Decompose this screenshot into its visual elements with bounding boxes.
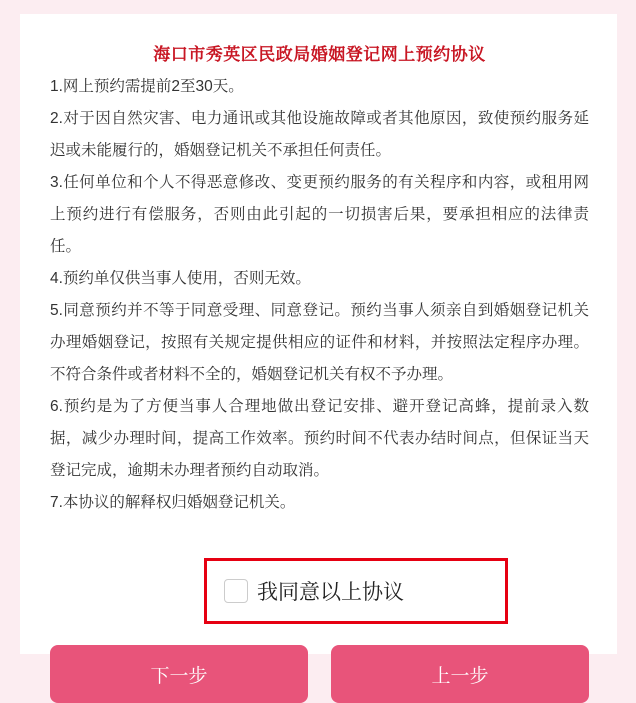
agreement-item-6: 6.预约是为了方便当事人合理地做出登记安排、避开登记高蜂，提前录入数据，减少办理时间，提高工作效率。预约时间不代表办结时间点，但保证当天登记完成，逾期未办理者预约自动取消。: [50, 398, 589, 479]
previous-step-button[interactable]: 上一步: [331, 645, 589, 703]
agreement-text: [50, 71, 589, 519]
consent-label[interactable]: 我同意以上协议: [257, 581, 404, 604]
consent-box[interactable]: [204, 558, 508, 624]
agreement-item-3: 3.任何单位和个人不得恶意修改、变更预约服务的有关程序和内容，或租用网上预约进行有偿服务，否则由此引起的一切损害后果，要承担相应的法律责任。: [50, 174, 589, 255]
agreement-item-4: 4.预约单仅供当事人使用，否则无效。: [50, 270, 311, 287]
agreement-item-5: 5.同意预约并不等于同意受理、同意登记。预约当事人须亲自到婚姻登记机关办理婚姻登记，按照有关规定提供相应的证件和材料，并按照法定程序办理。不符合条件或者材料不全的，婚姻登记机关有权不予办理。: [50, 302, 589, 383]
agreement-item-1: 1.网上预约需提前2至30天。: [50, 78, 244, 95]
agreement-item-2: 2.对于因自然灾害、电力通讯或其他设施故障或者其他原因，致使预约服务延迟或未能履行的，婚姻登记机关不承担任何责任。: [50, 110, 589, 159]
page-title: 海口市秀英区民政局婚姻登记网上预约协议: [153, 45, 486, 64]
next-step-button[interactable]: 下一步: [50, 645, 308, 703]
agree-checkbox[interactable]: [224, 579, 248, 603]
button-row: [50, 645, 589, 703]
agreement-card: [20, 14, 617, 687]
agreement-item-7: 7.本协议的解释权归婚姻登记机关。: [50, 494, 296, 511]
